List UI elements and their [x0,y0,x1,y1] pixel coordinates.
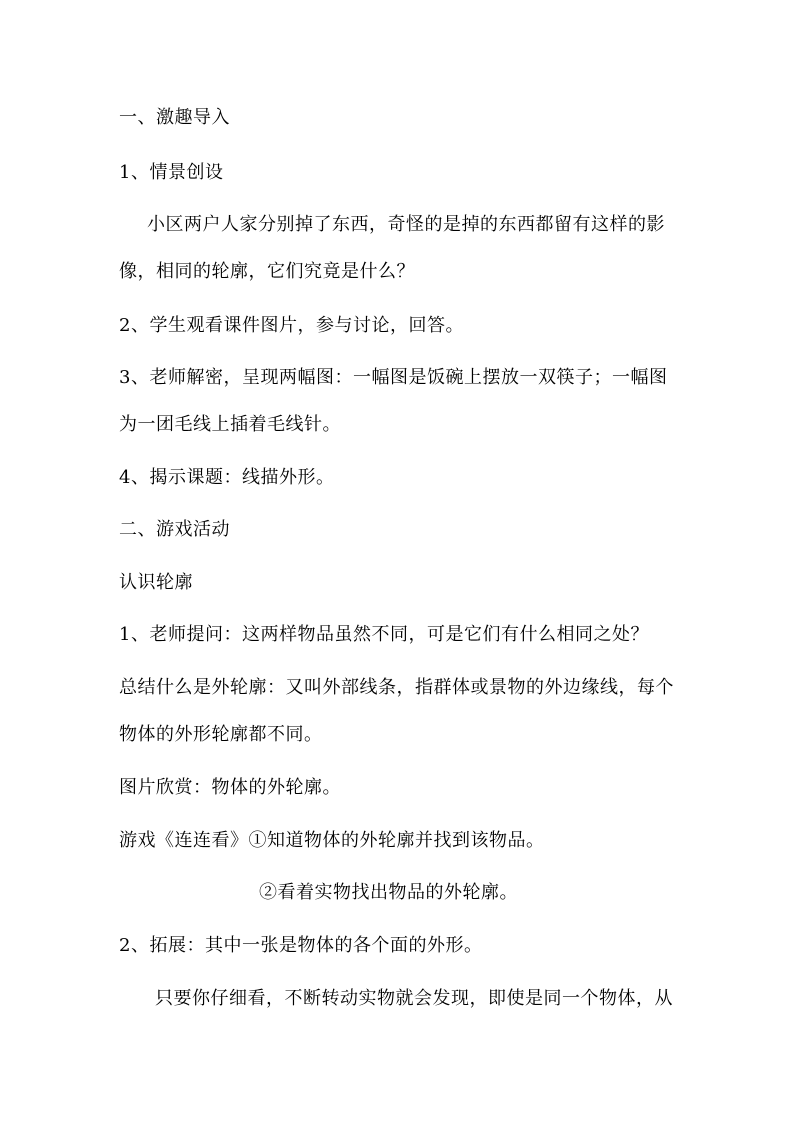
paragraph-line: 只要你仔细看，不断转动实物就会发现，即使是同一个物体，从 [155,988,673,1009]
game-line: 游戏《连连看》①知道物体的外轮廓并找到该物品。 [119,830,545,851]
item-teacher-question: 1、老师提问：这两样物品虽然不同，可是它们有什么相同之处？ [119,624,649,645]
paragraph-line: 像，相同的轮廓，它们究竟是什么？ [119,261,415,282]
item-students-watch: 2、学生观看课件图片，参与讨论，回答。 [119,315,464,336]
picture-appreciation: 图片欣赏：物体的外轮廓。 [119,777,341,798]
item-reveal-topic: 4、揭示课题：线描外形。 [119,467,335,488]
item-teacher-reveal: 3、老师解密，呈现两幅图：一幅图是饭碗上摆放一双筷子；一幅图 [119,367,668,388]
game-line: ②看着实物找出物品的外轮廓。 [259,882,518,903]
item-scenario: 1、情景创设 [119,162,224,183]
paragraph-line: 物体的外形轮廓都不同。 [119,724,323,745]
paragraph-line: 总结什么是外轮廓：又叫外部线条，指群体或景物的外边缘线，每个 [119,677,674,698]
heading-intro: 一、激趣导入 [119,107,230,128]
heading-game: 二、游戏活动 [119,519,230,540]
paragraph-line: 小区两户人家分别掉了东西，奇怪的是掉的东西都留有这样的影 [147,214,665,235]
paragraph-line: 为一团毛线上插着毛线针。 [119,414,341,435]
subheading-outline: 认识轮廓 [119,572,193,593]
item-extension: 2、拓展：其中一张是物体的各个面的外形。 [119,935,483,956]
